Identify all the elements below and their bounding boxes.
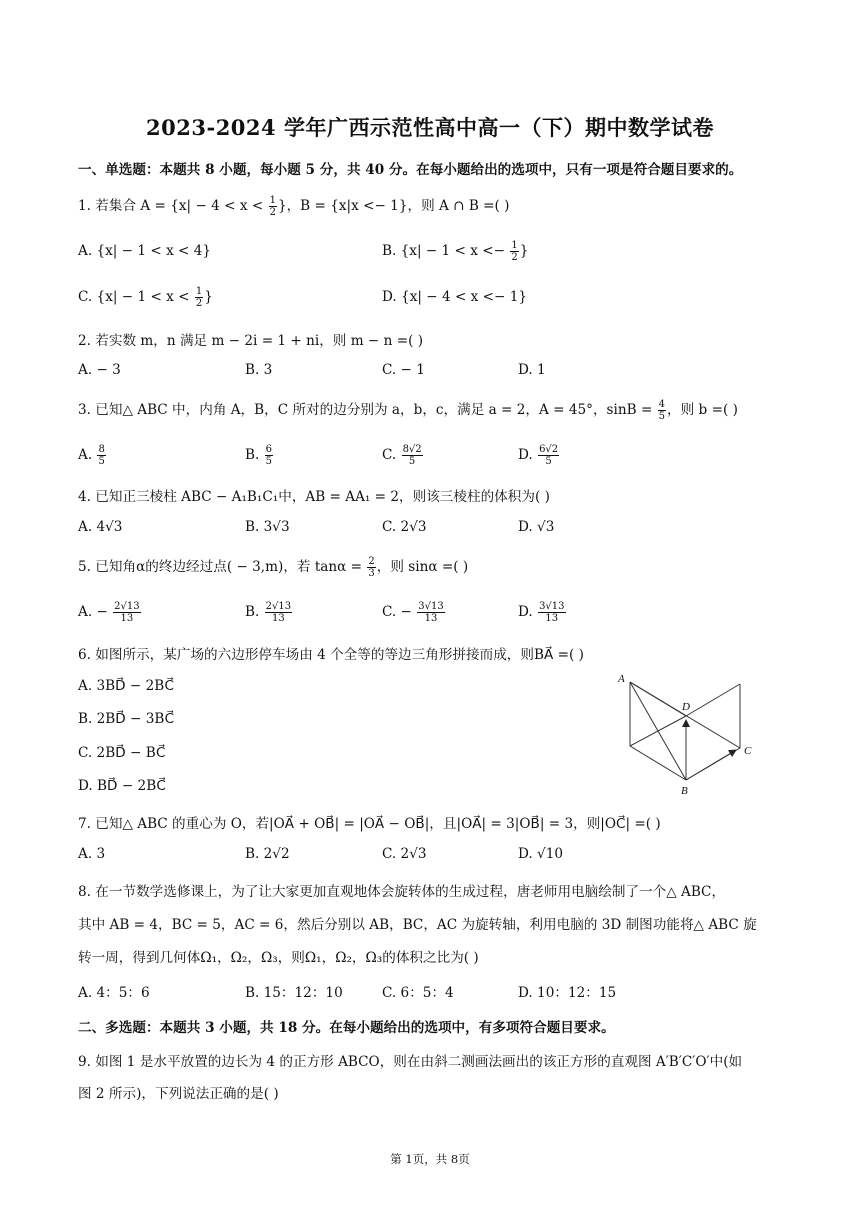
- edge-bottom-left: [630, 746, 686, 780]
- q5-option-b[interactable]: [245, 601, 293, 624]
- question-4-stem: 4. 已知正三棱柱 ABC − A₁B₁C₁中，AB = AA₁ = 2，则该三棱柱的体积为( ): [78, 489, 550, 505]
- page-title: 2023-2024 学年广西示范性高中高一（下）期中数学试卷: [146, 115, 714, 140]
- q7-option-b[interactable]: B. 2√2: [245, 846, 290, 862]
- option-fraction: [402, 444, 423, 467]
- frac-numerator: 1: [511, 240, 518, 251]
- q5-stem-text-a: 5. 已知角α的终边经过点( − 3,m)，若 tanα =: [78, 559, 367, 575]
- option-label: D.: [518, 447, 538, 463]
- q7-option-a[interactable]: A. 3: [78, 846, 106, 862]
- frac-denominator: 5: [408, 456, 416, 467]
- q1-option-c-text-end: }: [204, 289, 213, 305]
- q1-option-b-text-end: }: [519, 243, 529, 259]
- frac-numerator: 4: [658, 399, 666, 410]
- option-label: B.: [245, 447, 264, 463]
- q3-stem-fraction: [658, 399, 666, 422]
- frac-numerator: 1: [269, 195, 276, 206]
- option-label: C. −: [382, 604, 417, 620]
- edge-d-top-right: [686, 684, 740, 716]
- q1-stem-text-a: 1. 若集合 A = {x| − 4 < x <: [78, 198, 268, 214]
- option-fraction: [265, 601, 292, 624]
- option-fraction: [265, 444, 273, 467]
- q1-option-b-fraction: [510, 240, 518, 263]
- q1-option-d[interactable]: D. {x| − 4 < x <− 1}: [382, 289, 528, 305]
- option-label: A.: [78, 447, 97, 463]
- frac-numerator: 3√13: [418, 601, 444, 612]
- q2-option-a[interactable]: A. − 3: [78, 362, 121, 378]
- q1-option-b[interactable]: [382, 240, 528, 263]
- question-8-line-1: 8. 在一节数学选修课上，为了让大家更加直观地体会旋转体的生成过程，唐老师用电脑绘制了一个△ ABC，: [78, 884, 726, 900]
- q7-option-d[interactable]: D. √10: [518, 846, 564, 862]
- q1-option-c-fraction: [195, 286, 203, 309]
- option-fraction: [97, 444, 105, 467]
- label-d: D: [682, 701, 690, 713]
- question-5-stem: [78, 555, 798, 579]
- frac-denominator: 13: [120, 613, 134, 624]
- question-2-stem: 2. 若实数 m，n 满足 m − 2i = 1 + ni，则 m − n =( ): [78, 333, 424, 349]
- frac-denominator: 5: [265, 456, 273, 467]
- q5-stem-text-b: ，则 sinα =( ): [376, 559, 469, 575]
- vector-b-c-diag: [686, 750, 736, 780]
- question-9-line-2: 图 2 所示)，下列说法正确的是( ): [78, 1086, 279, 1102]
- frac-numerator: 1: [195, 286, 203, 297]
- q4-option-d[interactable]: D. √3: [518, 519, 555, 535]
- option-label: D.: [518, 604, 538, 620]
- option-fraction: [113, 601, 140, 624]
- option-fraction: [538, 601, 565, 624]
- frac-numerator: 6√2: [539, 444, 559, 455]
- q3-option-b[interactable]: [245, 444, 274, 467]
- frac-denominator: 2: [195, 298, 203, 309]
- q1-stem-fraction: [269, 195, 277, 218]
- q1-stem-text-b: }，B = {x|x <− 1}，则 A ∩ B =( ): [277, 198, 510, 214]
- q4-option-b[interactable]: B. 3√3: [245, 519, 290, 535]
- frac-denominator: 13: [545, 613, 559, 624]
- figure-lines: [630, 682, 740, 780]
- label-a: A: [618, 673, 625, 685]
- q2-option-c[interactable]: C. − 1: [382, 362, 425, 378]
- frac-numerator: 2√13: [114, 601, 140, 612]
- frac-numerator: 2√13: [265, 601, 292, 612]
- hexagon-parking-figure: [614, 670, 764, 800]
- frac-denominator: 5: [658, 411, 666, 422]
- q8-option-d[interactable]: D. 10：12：15: [518, 985, 617, 1001]
- q3-option-a[interactable]: [78, 444, 107, 467]
- q1-option-a[interactable]: A. {x| − 1 < x < 4}: [78, 243, 212, 259]
- q3-stem-text-a: 3. 已知△ ABC 中，内角 A，B，C 所对的边分别为 a，b，c，满足 a = 2，A = 45°，sinB =: [78, 402, 657, 418]
- question-6-stem: 6. 如图所示，某广场的六边形停车场由 4 个全等的等边三角形拼接而成，则BA⃗ =( ): [78, 647, 584, 663]
- frac-numerator: 6: [265, 444, 273, 455]
- frac-denominator: 2: [269, 207, 276, 218]
- question-3-stem: [78, 398, 798, 422]
- option-label: A. −: [78, 604, 113, 620]
- q1-option-c[interactable]: [78, 286, 213, 309]
- frac-denominator: 2: [511, 252, 518, 263]
- section-single-choice-heading: 一、单选题：本题共 8 小题，每小题 5 分，共 40 分。在每小题给出的选项中，只有一项是符合题目要求的。: [78, 162, 743, 178]
- page-footer: 第 1页，共 8页: [390, 1152, 470, 1166]
- question-7-stem: 7. 已知△ ABC 的重心为 O，若|OA⃗ + OB⃗| = |OA⃗ − OB⃗|，且|OA⃗| = 3|OB⃗| = 3，则|OC⃗| =( ): [78, 816, 661, 832]
- frac-numerator: 8√2: [402, 444, 422, 455]
- frac-denominator: 13: [272, 613, 285, 624]
- frac-denominator: 13: [424, 613, 438, 624]
- frac-numerator: 8: [98, 444, 105, 455]
- q5-option-d[interactable]: [518, 601, 567, 624]
- q2-option-d[interactable]: D. 1: [518, 362, 546, 378]
- frac-denominator: 3: [368, 568, 375, 579]
- q4-option-a[interactable]: A. 4√3: [78, 519, 123, 535]
- frac-denominator: 5: [545, 456, 552, 467]
- q8-option-b[interactable]: B. 15：12：10: [245, 985, 343, 1001]
- q2-option-b[interactable]: B. 3: [245, 362, 273, 378]
- question-8-line-3: 转一周，得到几何体Ω₁，Ω₂，Ω₃，则Ω₁，Ω₂，Ω₃的体积之比为( ): [78, 950, 479, 966]
- q5-option-c[interactable]: [382, 601, 446, 624]
- q5-stem-fraction: [367, 556, 375, 579]
- frac-numerator: 3√13: [539, 601, 565, 612]
- q3-option-c[interactable]: [382, 444, 424, 467]
- option-label: B.: [245, 604, 264, 620]
- question-9-line-1: 9. 如图 1 是水平放置的边长为 4 的正方形 ABCO，则在由斜二测画法画出的该正方形的直观图 A′B′C′O′中(如: [78, 1054, 743, 1070]
- q3-stem-text-b: ，则 b =( ): [667, 402, 738, 418]
- q4-option-c[interactable]: C. 2√3: [382, 519, 427, 535]
- frac-numerator: 2: [368, 556, 375, 567]
- q1-option-c-text: C. {x| − 1 < x <: [78, 289, 194, 305]
- q8-option-c[interactable]: C. 6：5：4: [382, 985, 454, 1001]
- label-c: C: [744, 745, 752, 757]
- q6-option-b[interactable]: B. 2BD⃗ − 3BC⃗: [78, 711, 175, 727]
- option-fraction: [417, 601, 444, 624]
- q5-option-a[interactable]: [78, 601, 142, 624]
- section-multi-choice-heading: 二、多选题：本题共 3 小题，共 18 分。在每小题给出的选项中，有多项符合题目要求。: [78, 1020, 615, 1036]
- q7-option-c[interactable]: C. 2√3: [382, 846, 427, 862]
- q8-option-a[interactable]: A. 4：5：6: [78, 985, 150, 1001]
- q3-option-d[interactable]: [518, 444, 560, 467]
- q6-option-a[interactable]: A. 3BD⃗ − 2BC⃗: [78, 678, 174, 694]
- q6-option-c[interactable]: C. 2BD⃗ − BC⃗: [78, 745, 166, 761]
- question-1-stem: [78, 194, 798, 218]
- question-8-line-2: 其中 AB = 4，BC = 5，AC = 6，然后分别以 AB，BC，AC 为旋转轴，利用电脑的 3D 制图功能将△ ABC 旋: [78, 917, 757, 933]
- option-label: C.: [382, 447, 401, 463]
- label-b: B: [681, 785, 688, 797]
- frac-denominator: 5: [98, 456, 105, 467]
- q6-option-d[interactable]: D. BD⃗ − 2BC⃗: [78, 778, 166, 794]
- q1-option-b-text: B. {x| − 1 < x <−: [382, 243, 510, 259]
- edge-a-c: [630, 682, 740, 748]
- option-fraction: [538, 444, 559, 467]
- vector-b-a: [630, 682, 686, 780]
